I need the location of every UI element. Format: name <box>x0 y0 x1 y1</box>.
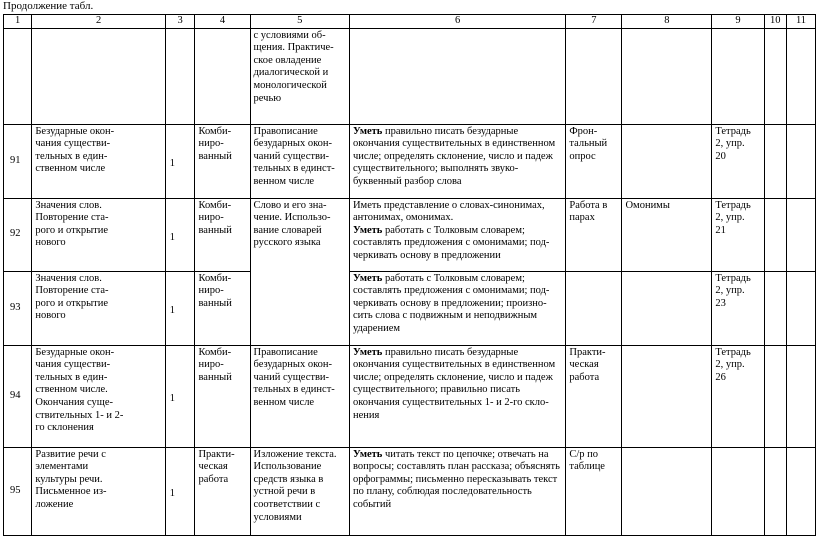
hours-count: 1 <box>165 345 195 447</box>
homework: Тетрадь 2, упр. 20 <box>712 124 764 198</box>
table-row <box>4 271 816 345</box>
vocabulary <box>622 271 712 345</box>
requirements <box>349 447 565 535</box>
lesson-type: Комби- ниро- ванный <box>195 198 250 271</box>
lesson-number: 92 <box>4 198 32 271</box>
vocabulary <box>622 124 712 198</box>
vocabulary <box>622 345 712 447</box>
requirement-text: читать текст по цепочке; отвечать на вопросы; составлять план рассказа; объяснять орфограммы; письменно пересказывать текст по плану, соблюдая последовательность событий <box>352 448 560 510</box>
requirement-text: правильно писать безударные окончания существительных в единственном числе; определять склонение, число и падеж существительного; выполнять звуко- буквенный разбор слова <box>352 125 556 187</box>
header-cell: 3 <box>165 15 195 29</box>
header-cell: 10 <box>764 15 786 29</box>
lesson-plan-table <box>3 14 816 536</box>
lesson-content: Слово и его зна- чение. Использо- вание словарей русского языка <box>250 198 349 345</box>
lesson-content: Изложение текста. Использование средств языка в устной речи в соответствии с условиями <box>250 447 349 535</box>
requirement-keyword: Уметь <box>352 448 383 460</box>
requirement-keyword: Уметь <box>352 224 383 236</box>
homework: Тетрадь 2, упр. 21 <box>712 198 764 271</box>
requirement-intro: Иметь представление о словах-синонимах, антонимах, омонимах. <box>352 199 545 224</box>
hours-count: 1 <box>165 271 195 345</box>
table-row <box>4 447 816 535</box>
header-cell: 2 <box>32 15 165 29</box>
requirement-keyword: Уметь <box>352 346 383 358</box>
requirements <box>349 271 565 345</box>
control-type: Фрон- тальный опрос <box>566 124 622 198</box>
control-type: С/р по таблице <box>566 447 622 535</box>
lesson-number: 94 <box>4 345 32 447</box>
requirements <box>349 198 565 271</box>
table-row <box>4 345 816 447</box>
vocabulary <box>622 447 712 535</box>
lesson-number: 95 <box>4 447 32 535</box>
table-row <box>4 124 816 198</box>
lesson-topic: Развитие речи с элементами культуры речи. Письменное из- ложение <box>32 447 165 535</box>
requirement-keyword: Уметь <box>352 272 383 284</box>
control-type <box>566 271 622 345</box>
header-cell: 6 <box>349 15 565 29</box>
lesson-number: 91 <box>4 124 32 198</box>
lesson-type: Комби- ниро- ванный <box>195 124 250 198</box>
header-cell: 11 <box>787 15 816 29</box>
homework: Тетрадь 2, упр. 23 <box>712 271 764 345</box>
vocabulary: Омонимы <box>622 198 712 271</box>
header-cell: 9 <box>712 15 764 29</box>
lesson-topic: Значения слов. Повторение ста- рого и открытие нового <box>32 271 165 345</box>
requirement-text: правильно писать безударные окончания существительных в единственном числе; определять склонение, число и падеж существительного; правильно писать окончания существительных 1- и 2-го скло- нения <box>352 346 556 421</box>
control-type: Работа в парах <box>566 198 622 271</box>
header-row <box>4 15 816 29</box>
requirement-text: работать с Толковым словарем; составлять предложения с омонимами; под- черкивать основу в предложении; произно- сить слова с подвижным и неподвижным ударением <box>352 272 550 334</box>
lesson-type: Практи- ческая работа <box>195 447 250 535</box>
control-type: Практи- ческая работа <box>566 345 622 447</box>
lesson-topic: Безударные окон- чания существи- тельных в един- ственном числе. Окончания суще- ствительных 1- и 2- го склонения <box>32 345 165 447</box>
table-caption: Продолжение табл. <box>3 0 94 12</box>
header-cell: 5 <box>250 15 349 29</box>
lesson-content: Правописание безударных окон- чаний существи- тельных в единст- венном числе <box>250 345 349 447</box>
content-cell: с условиями об- щения. Практиче- ское овладение диалогической и монологической речью <box>250 28 349 124</box>
table-row <box>4 28 816 124</box>
requirements <box>349 345 565 447</box>
table-row <box>4 198 816 271</box>
hours-count: 1 <box>165 124 195 198</box>
header-cell: 1 <box>4 15 32 29</box>
lesson-type: Комби- ниро- ванный <box>195 271 250 345</box>
lesson-topic: Безударные окон- чания существи- тельных в един- ственном числе <box>32 124 165 198</box>
requirement-text: работать с Толковым словарем; составлять предложения с омонимами; под- черкивать основу в предложении <box>352 224 550 261</box>
hours-count: 1 <box>165 447 195 535</box>
hours-count: 1 <box>165 198 195 271</box>
header-cell: 7 <box>566 15 622 29</box>
lesson-content: Правописание безударных окон- чаний существи- тельных в единст- венном числе <box>250 124 349 198</box>
lesson-number: 93 <box>4 271 32 345</box>
homework <box>712 447 764 535</box>
homework: Тетрадь 2, упр. 26 <box>712 345 764 447</box>
header-cell: 4 <box>195 15 250 29</box>
lesson-type: Комби- ниро- ванный <box>195 345 250 447</box>
lesson-topic: Значения слов. Повторение ста- рого и открытие нового <box>32 198 165 271</box>
header-cell: 8 <box>622 15 712 29</box>
requirement-keyword: Уметь <box>352 125 383 137</box>
requirements <box>349 124 565 198</box>
